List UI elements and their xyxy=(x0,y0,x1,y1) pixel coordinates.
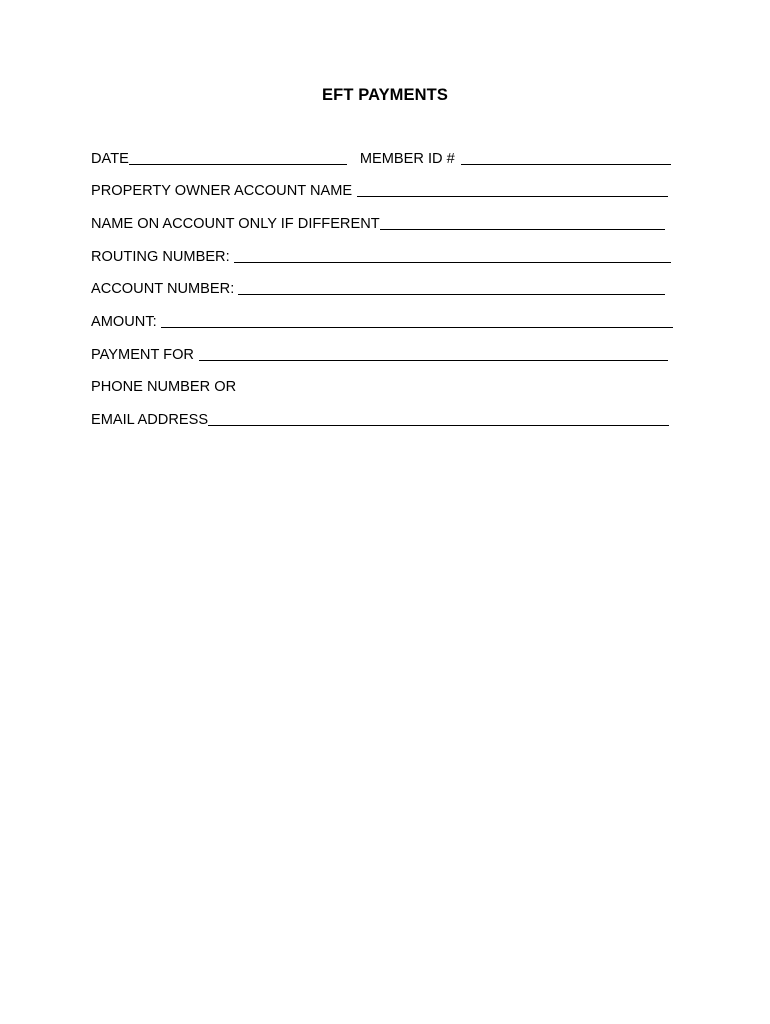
property-owner-field[interactable] xyxy=(357,195,668,197)
account-number-label: ACCOUNT NUMBER: xyxy=(91,281,235,297)
payment-for-row xyxy=(91,344,668,364)
date-field[interactable] xyxy=(129,163,347,165)
name-on-account-row xyxy=(91,213,665,233)
form-title: EFT PAYMENTS xyxy=(322,86,448,104)
property-owner-row xyxy=(91,180,668,200)
payment-for-field[interactable] xyxy=(199,359,668,361)
routing-number-field[interactable] xyxy=(234,261,671,263)
phone-label: PHONE NUMBER OR xyxy=(91,379,237,395)
email-label: EMAIL ADDRESS xyxy=(91,412,209,428)
phone-row xyxy=(91,376,236,396)
amount-row xyxy=(91,311,673,331)
payment-for-label: PAYMENT FOR xyxy=(91,347,194,363)
phone-email-field[interactable] xyxy=(208,424,669,426)
routing-number-label: ROUTING NUMBER: xyxy=(91,249,230,265)
member-id-field[interactable] xyxy=(461,163,671,165)
account-number-row xyxy=(91,278,665,298)
email-row xyxy=(91,409,669,429)
amount-label: AMOUNT: xyxy=(91,314,157,330)
date-label: DATE xyxy=(91,151,129,167)
routing-number-row xyxy=(91,246,671,266)
name-on-account-field[interactable] xyxy=(380,228,665,230)
member-id-label: MEMBER ID # xyxy=(359,151,455,167)
amount-field[interactable] xyxy=(161,326,673,328)
property-owner-label: PROPERTY OWNER ACCOUNT NAME xyxy=(91,183,353,199)
date-member-row xyxy=(91,148,671,168)
name-on-account-label: NAME ON ACCOUNT ONLY IF DIFFERENT xyxy=(91,216,380,232)
account-number-field[interactable] xyxy=(238,293,665,295)
